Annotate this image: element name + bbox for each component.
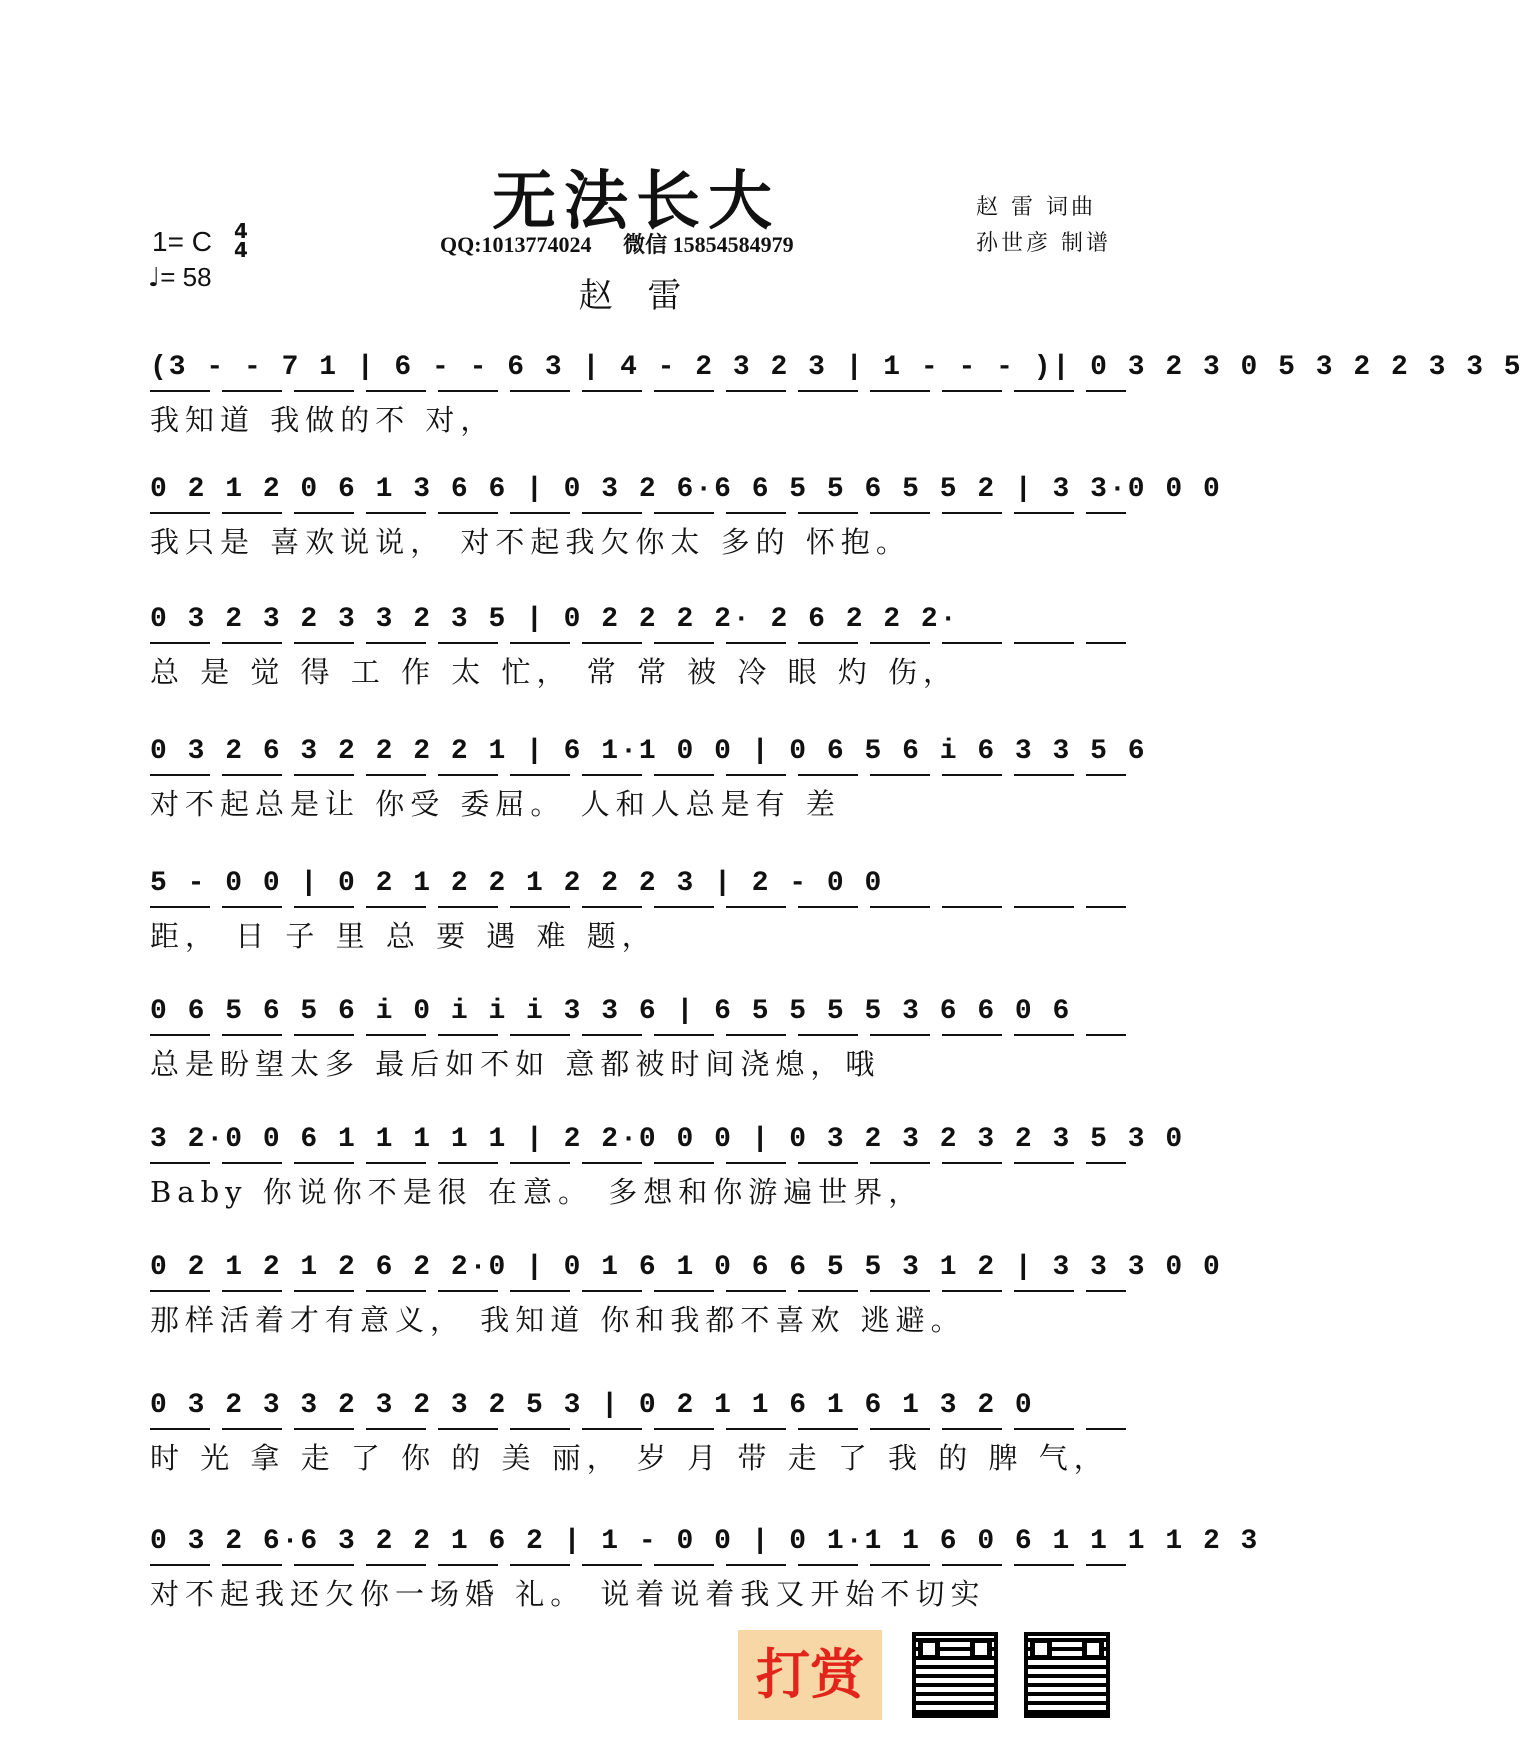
score-row xyxy=(150,1390,1126,1490)
beat-underline xyxy=(150,1428,1126,1430)
lyric-line: 我知道 我做的不 对， xyxy=(150,403,496,437)
qr-code-icon xyxy=(1024,1632,1110,1718)
time-signature xyxy=(234,219,248,262)
beat-underline xyxy=(150,1034,1126,1036)
score-row xyxy=(150,352,1523,452)
score-row xyxy=(150,996,1126,1096)
beat-underline xyxy=(150,1162,1126,1164)
credits xyxy=(976,190,1111,262)
score-row xyxy=(150,604,1126,704)
score-row xyxy=(150,1526,1260,1626)
key-signature: 1= C xyxy=(152,226,212,257)
tempo-marking xyxy=(148,262,212,293)
notation-line: 3 2·0 0 6 1 1 1 1 1 | 2 2·0 0 0 | 0 3 2 3 2 3 2 3 5 3 0 xyxy=(150,1124,1185,1155)
beat-underline xyxy=(150,390,1126,392)
arranger-credit: 孙世彦 制谱 xyxy=(976,231,1111,256)
notation-line: 0 6 5 6 5 6 i 0 i i i 3 3 6 | 6 5 5 5 5 3 6 6 0 6 xyxy=(150,996,1072,1027)
notation-line: 0 3 2 6 3 2 2 2 2 1 | 6 1·1 0 0 | 0 6 5 6 i 6 3 3 5 6 xyxy=(150,736,1147,767)
beat-underline xyxy=(150,1564,1126,1566)
lyric-line: 时 光 拿 走 了 你 的 美 丽， 岁 月 带 走 了 我 的 脾 气， xyxy=(150,1441,1109,1475)
time-signature-top: 4 xyxy=(234,219,248,243)
lyric-line: 距， 日 子 里 总 要 遇 难 题， xyxy=(150,919,657,953)
qq-number: QQ:1013774024 xyxy=(440,232,592,257)
lyric-line: 对不起我还欠你一场婚 礼。 说着说着我又开始不切实 xyxy=(150,1577,986,1611)
score-row xyxy=(150,1252,1222,1352)
notation-line: 0 3 2 3 2 3 3 2 3 5 | 0 2 2 2 2· 2 6 2 2 2· xyxy=(150,604,959,635)
score-row xyxy=(150,736,1147,836)
qr-code-icon xyxy=(912,1632,998,1718)
notation-line: 0 3 2 6·6 3 2 2 1 6 2 | 1 - 0 0 | 0 1·1 1 6 0 6 1 1 1 1 2 3 xyxy=(150,1526,1260,1557)
beat-underline xyxy=(150,774,1126,776)
tempo-value: = 58 xyxy=(160,262,212,292)
contact-info xyxy=(440,228,820,259)
quarter-note-icon: ♩ xyxy=(148,263,161,293)
score-row xyxy=(150,474,1222,574)
beat-underline xyxy=(150,512,1126,514)
lyric-line: Baby 你说你不是很 在意。 多想和你游遍世界， xyxy=(150,1175,924,1209)
lyric-line: 那样活着才有意义， 我知道 你和我都不喜欢 逃避。 xyxy=(150,1303,966,1337)
page-title: 无法长大 xyxy=(492,165,780,239)
notation-line: 0 2 1 2 1 2 6 2 2·0 | 0 1 6 1 0 6 6 5 5 3 1 2 | 3 3 3 0 0 xyxy=(150,1252,1222,1283)
notation-line: 0 2 1 2 0 6 1 3 6 6 | 0 3 2 6·6 6 5 5 6 5 5 2 | 3 3·0 0 0 xyxy=(150,474,1222,505)
notation-line: 0 3 2 3 3 2 3 2 3 2 5 3 | 0 2 1 1 6 1 6 1 3 2 0 xyxy=(150,1390,1034,1421)
lyric-line: 我只是 喜欢说说， 对不起我欠你太 多的 怀抱。 xyxy=(150,525,911,559)
lyric-line: 对不起总是让 你受 委屈。 人和人总是有 差 xyxy=(150,787,841,821)
score-row xyxy=(150,868,1126,968)
beat-underline xyxy=(150,642,1126,644)
lyric-line: 总 是 觉 得 工 作 太 忙， 常 常 被 冷 眼 灼 伤， xyxy=(150,655,959,689)
reward-button[interactable]: 打赏 xyxy=(738,1630,882,1720)
lyric-line: 总是盼望太多 最后如不如 意都被时间浇熄，哦 xyxy=(150,1047,881,1081)
lyricist-credit: 赵 雷 词曲 xyxy=(976,195,1096,220)
singer-name: 赵 雷 xyxy=(578,276,694,316)
notation-line: 5 - 0 0 | 0 2 1 2 2 1 2 2 2 3 | 2 - 0 0 xyxy=(150,868,884,899)
score-row xyxy=(150,1124,1185,1224)
wechat-number: 微信 15854584979 xyxy=(623,232,794,257)
beat-underline xyxy=(150,1290,1126,1292)
notation-line: (3 - - 7 1 | 6 - - 6 3 | 4 - 2 3 2 3 | 1 - - - )| 0 3 2 3 0 5 3 2 2 3 3 5 xyxy=(150,352,1523,383)
time-signature-bottom: 4 xyxy=(234,238,248,262)
beat-underline xyxy=(150,906,1126,908)
